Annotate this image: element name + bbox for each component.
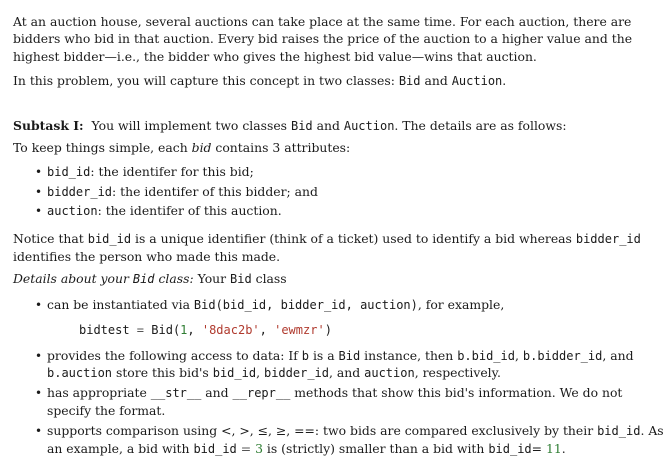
- bullet-compare-line-2: an example, a bid with bid_id = 3 is (strictly) smaller than a bid with bid_id= 11.: [47, 441, 566, 456]
- bullet-access-line-2: b.auction store this bid's bid_id, bidder_id, and auction, respectively.: [47, 365, 501, 380]
- intro-line-2: bidders who bid in that auction. Every bid raises the price of the auction to a higher value and the: [13, 31, 633, 46]
- keep-simple-line: To keep things simple, each bid contains 3 attributes:: [13, 140, 351, 155]
- intro-line-3: highest bidder—i.e., the bidder who gives the highest bid value—wins that auction.: [13, 49, 537, 64]
- bullet-mark: •: [35, 185, 43, 199]
- bullet-access-line-1: provides the following access to data: If b is a Bid instance, then b.bid_id, b.bidder_id, and: [47, 348, 634, 363]
- intro-line-1: At an auction house, several auctions can take place at the same time. For each auction, there are: [13, 14, 632, 29]
- bullet-mark: •: [35, 424, 43, 438]
- code-example: bidtest = Bid(1, '8dac2b', 'ewmzr'): [79, 323, 332, 337]
- notice-line-2: identifies the person who made this made.: [13, 249, 281, 264]
- intro-line-4: In this problem, you will capture this concept in two classes: Bid and Auction.: [13, 73, 507, 88]
- notice-line-1: Notice that bid_id is a unique identifier (think of a ticket) used to identify a bid whereas bidder_id: [13, 231, 641, 246]
- attribute-item: auction: the identifer of this auction.: [47, 203, 282, 218]
- bullet-mark: •: [35, 349, 43, 363]
- bullet-mark: •: [35, 165, 43, 179]
- bullet-methods-line-2: specify the format.: [47, 403, 166, 418]
- subtask-label: Subtask I:: [13, 118, 84, 133]
- bullet-mark: •: [35, 204, 43, 218]
- bullet-mark: •: [35, 386, 43, 400]
- bullet-instantiate: can be instantiated via Bid(bid_id, bidder_id, auction), for example,: [47, 297, 505, 312]
- attribute-item: bidder_id: the identifer of this bidder; and: [47, 184, 318, 199]
- attribute-item: bid_id: the identifer for this bid;: [47, 164, 254, 179]
- bullet-compare-line-1: supports comparison using <, >, ≤, ≥, ==: two bids are compared exclusively by their bid_id. As: [47, 423, 664, 438]
- bullet-mark: •: [35, 298, 43, 312]
- bullet-methods-line-1: has appropriate __str__ and __repr__ methods that show this bid's information. We do not: [47, 385, 623, 400]
- details-heading: Details about your Bid class: Your Bid class: [13, 271, 287, 286]
- subtask-heading: Subtask I: You will implement two classes Bid and Auction. The details are as follows:: [13, 118, 567, 133]
